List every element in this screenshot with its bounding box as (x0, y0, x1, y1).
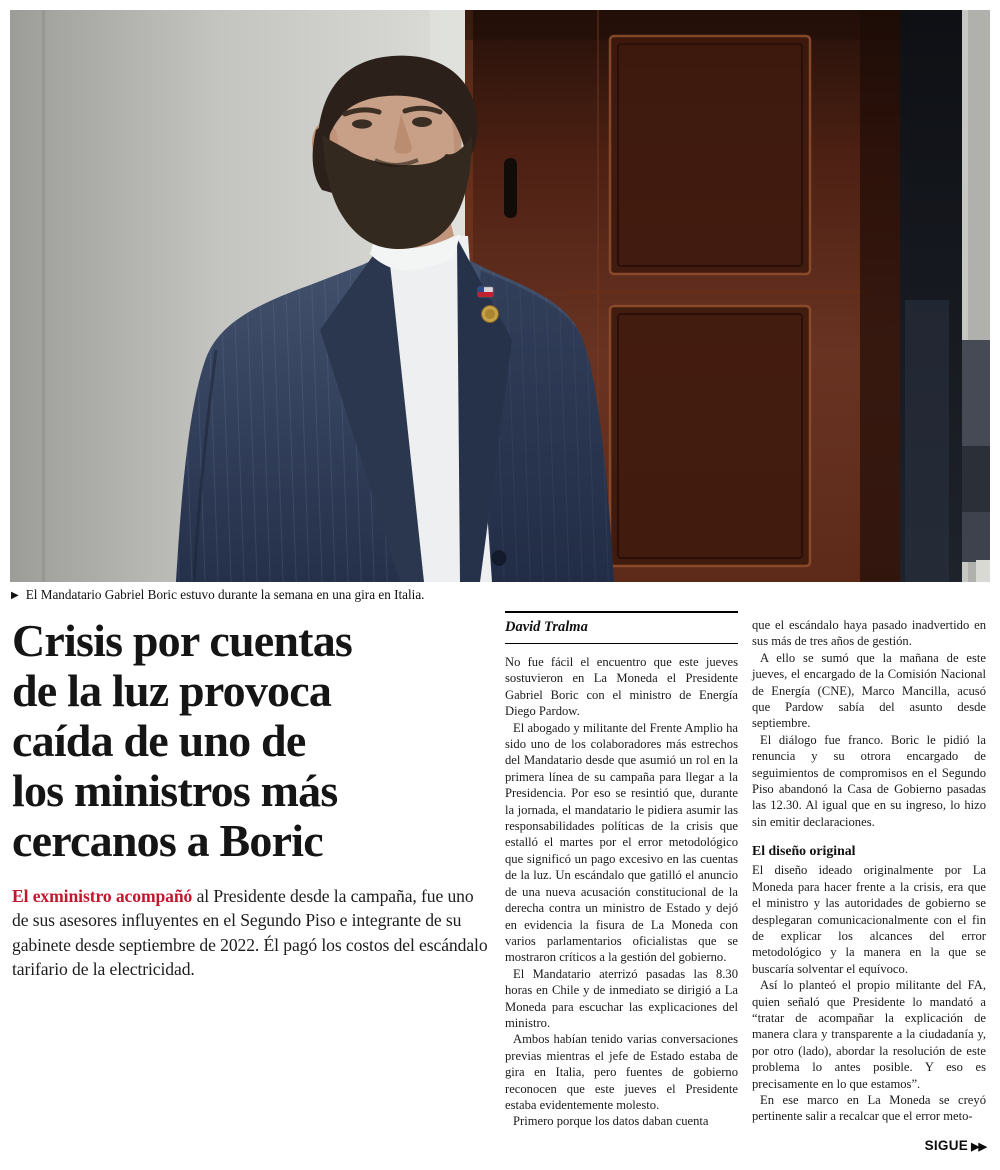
lede-lead-in: El exministro acompañó (12, 886, 193, 906)
door-panel-lower (610, 306, 810, 566)
byline (505, 611, 738, 644)
medal-pin (482, 306, 499, 323)
flag-pin (478, 287, 493, 297)
lede (12, 884, 488, 982)
caption-arrow-icon: ▶ (11, 589, 19, 601)
eye-right (412, 117, 432, 127)
photo-illustration (10, 10, 990, 582)
article-paragraph: No fue fácil el encuentro que este jueves sostuvieron en La Moneda el Presidente Gabriel Boric con el ministro de Energía Diego Pardow. (505, 655, 738, 719)
door-edge-shadow (860, 10, 900, 582)
section-subhead: El diseño original (752, 843, 856, 859)
caption-text: El Mandatario Gabriel Boric estuvo durante la semana en una gira en Italia. (25, 587, 425, 602)
article-paragraph: que el escándalo haya pasado inadvertido en sus más de tres años de gestión. (752, 618, 986, 649)
doorway-inner-shape (905, 300, 949, 582)
article-paragraph: Ambos habían tenido varias conversaciones previas mientras el jefe de Estado estaba de gira en Italia, pero fuentes de gobierno reconocen que este jueves el Presidente estaba evidentemente molesto. (505, 1032, 738, 1112)
headline-line: los ministros más (12, 765, 338, 816)
lead-photo (10, 10, 990, 582)
article-paragraph: Primero porque los datos daban cuenta (513, 1114, 709, 1129)
headline-line: de la luz provoca (12, 665, 332, 716)
door-handle (504, 158, 517, 218)
article-column-1 (505, 611, 738, 1130)
byline-author: David Tralma (505, 619, 588, 635)
article-column-2 (752, 617, 986, 1125)
article-paragraph: El diálogo fue franco. Boric le pidió la renuncia y su otrora encargado de seguimientos de compromisos en el Segundo Piso abandonó la Casa de Gobierno pasadas las 12.30. Al igual que en su ingreso, lo hizo sin emitir declaraciones. (752, 732, 986, 829)
suit-button (492, 550, 507, 566)
article-paragraph: En ese marco en La Moneda se creyó pertinente salir a recalcar que el error meto- (752, 1092, 986, 1124)
eye-left (352, 119, 372, 128)
wall-right-stain-3 (962, 512, 990, 562)
continues-label: SIGUE (924, 1138, 969, 1153)
headline-line: cercanos a Boric (12, 815, 323, 866)
article-paragraph: El Mandatario aterrizó pasadas las 8.30 horas en Chile y de inmediato se dirigió a La Moneda para escuchar las explicaciones del ministro. (505, 966, 738, 1030)
photo-caption (11, 587, 989, 603)
article-paragraph: Así lo planteó el propio militante del FA, quien señaló que Presidente lo mandató a “tratar de acompañar la explicación de manera clara y transparente a la ciudadanía y, por otro (lado), abordar la resolución de este problema lo antes posible. Y eso es precisamente en lo que estamos”. (752, 978, 986, 1091)
wall-right-stain-1 (962, 340, 990, 450)
headline (12, 616, 486, 866)
headline-line: caída de uno de (12, 715, 306, 766)
lede-rest: al Presidente desde la campaña, fue uno de sus asesores influyentes en el Segundo Piso e integrante de su gabinete desde septiembre de 2022. Él pagó los costos del escándalo tarifario de la electricidad. (12, 886, 488, 980)
wall-right-stain-2 (962, 446, 990, 516)
article-paragraph: El diseño ideado originalmente por La Moneda para hacer frente a la crisis, era que el ministro y las autoridades de gobierno se desplegaran comunicacionalmente con el fin de explicar los alcances del error metodológico y la manera en la que se buscaría solventar el equívoco. (752, 863, 986, 976)
door-panel-upper (610, 36, 810, 274)
continues-indicator (925, 1138, 986, 1153)
continues-arrows-icon: ▶▶ (971, 1140, 986, 1153)
headline-line: Crisis por cuentas (12, 615, 352, 666)
wall-right-sliver (976, 560, 990, 582)
wall-edge-line (42, 10, 45, 582)
article-paragraph: A ello se sumó que la mañana de este jueves, el encargado de la Comisión Nacional de Energía (CNE), Marco Mancilla, acusó que Pardow sabía del asunto desde septiembre. (752, 650, 986, 731)
article-paragraph: El abogado y militante del Frente Amplio ha sido uno de los colaboradores más estrechos del Mandatario desde que asumió un rol en la primera línea de su campaña para llegar a la Presidencia. Por eso se resintió que, durante la jornada, el mandatario le pidiera asumir las responsabilidades políticas de la crisis que estalló el martes por el error metodológico que significó un pago excesivo en las cuentas de la luz. Un escándalo que gatilló el anuncio de una nueva acusación constitucional de la derecha contra un ministro de Estado y dejó en evidencia la fisura de La Moneda con varios parlamentarios oficialistas que se mostraron críticos a la gestión del gobierno. (505, 720, 738, 965)
